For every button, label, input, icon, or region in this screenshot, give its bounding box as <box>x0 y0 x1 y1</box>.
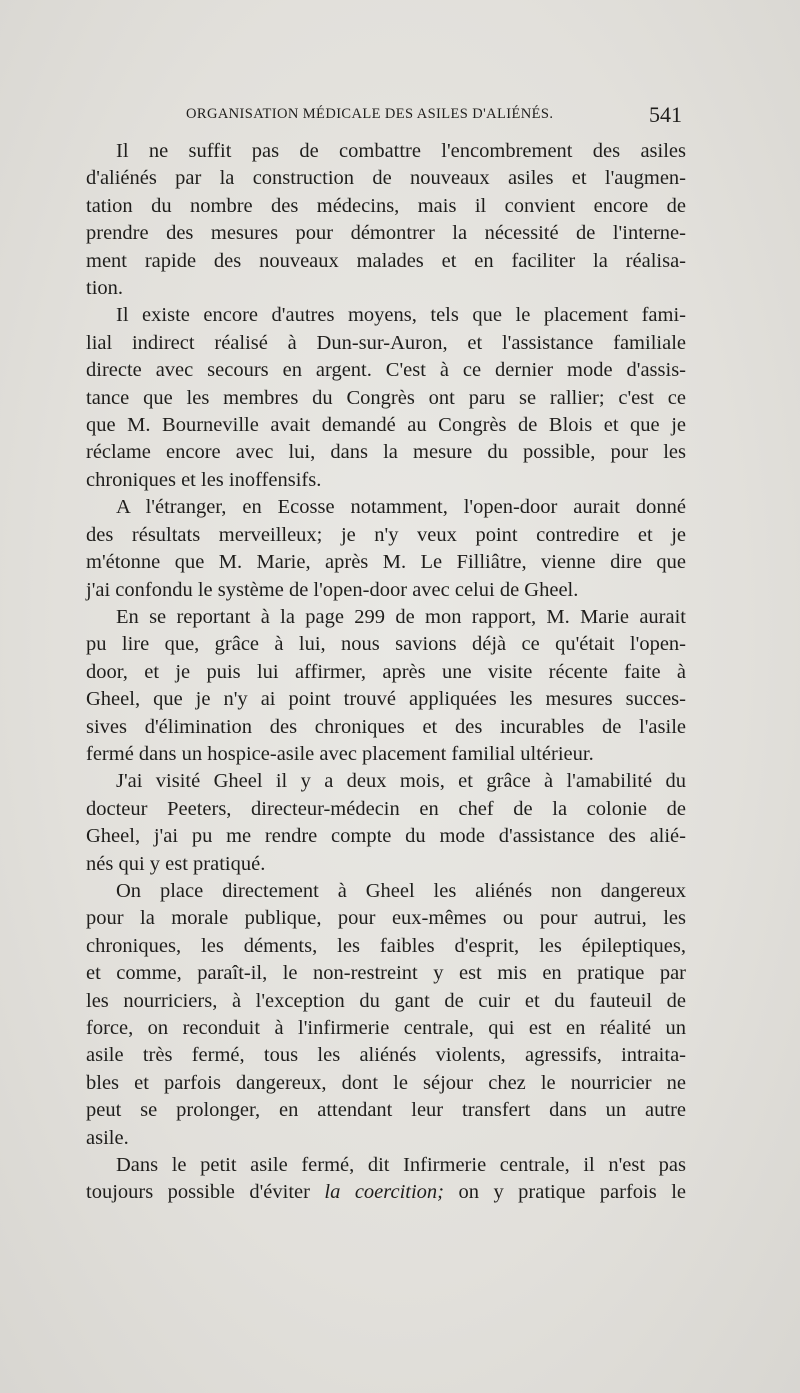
text-line: On place directement à Gheel les aliénés non dangereux <box>116 879 686 902</box>
text-line: force, on reconduit à l'infirmerie centrale, qui est en réalité un <box>86 1017 686 1039</box>
text-line: d'aliénés par la construction de nouveaux asiles et l'augmen- <box>86 167 686 190</box>
text-line: tance que les membres du Congrès ont paru se rallier; c'est ce <box>86 386 686 409</box>
text-line: pour la morale publique, pour eux-mêmes ou pour autrui, les <box>86 907 686 930</box>
text-line: tation du nombre des médecins, mais il convient encore de <box>86 194 686 217</box>
text-line: prendre des mesures pour démontrer la nécessité de l'interne- <box>86 222 686 245</box>
text-line: tion. <box>86 277 124 300</box>
text-line: fermé dans un hospice-asile avec placement familial ultérieur. <box>86 742 594 765</box>
paragraph <box>86 494 686 604</box>
text-line: pu lire que, grâce à lui, nous savions déjà ce qu'était l'open- <box>86 633 686 656</box>
paragraph <box>86 138 686 302</box>
text-line: Il existe encore d'autres moyens, tels que le placement fami- <box>116 304 686 327</box>
text-line: ment rapide des nouveaux malades et en faciliter la réalisa- <box>86 249 686 272</box>
paragraph <box>86 1152 686 1207</box>
page-number: 541 <box>649 102 682 127</box>
text-line: que M. Bourneville avait demandé au Congrès de Blois et que je <box>86 414 686 437</box>
text-line: asile. <box>86 1126 129 1149</box>
text-line: et comme, paraît-il, le non-restreint y est mis en pratique par <box>86 962 686 985</box>
text-line: directe avec secours en argent. C'est à ce dernier mode d'assis- <box>86 359 686 382</box>
text-line: Dans le petit asile fermé, dit Infirmerie centrale, il n'est pas <box>116 1154 686 1177</box>
text-line: En se reportant à la page 299 de mon rapport, M. Marie aurait <box>116 605 686 628</box>
text-line: J'ai visité Gheel il y a deux mois, et grâce à l'amabilité du <box>116 770 686 793</box>
text-line: m'étonne que M. Marie, après M. Le Filliâtre, vienne dire que <box>86 551 686 574</box>
text-line: les nourriciers, à l'exception du gant de cuir et du fauteuil de <box>86 989 686 1012</box>
text-line: chroniques, les déments, les faibles d'esprit, les épileptiques, <box>86 934 686 957</box>
italic-phrase: la coercition; <box>324 1181 445 1204</box>
text-line: chroniques et les inoffensifs. <box>86 468 322 491</box>
text-line: sives d'élimination des chroniques et des incurables de l'asile <box>86 715 686 738</box>
paragraph <box>86 878 686 1152</box>
text-span: toujours possible d'éviter <box>86 1181 325 1204</box>
text-span: on y pratique parfois le <box>444 1181 686 1204</box>
text-line: door, et je puis lui affirmer, après une visite récente faite à <box>86 660 686 683</box>
text-line: Gheel, que je n'y ai point trouvé appliquées les mesures succes- <box>86 688 686 711</box>
running-head: ORGANISATION MÉDICALE DES ASILES D'ALIÉNÉS. <box>186 106 554 122</box>
text-line: nés qui y est pratiqué. <box>86 852 266 875</box>
paragraph <box>86 302 686 494</box>
text-line: j'ai confondu le système de l'open-door avec celui de Gheel. <box>86 578 579 601</box>
text-line: peut se prolonger, en attendant leur transfert dans un autre <box>86 1099 686 1122</box>
text-line: bles et parfois dangereux, dont le séjour chez le nourricier ne <box>86 1071 686 1094</box>
text-line: des résultats merveilleux; je n'y veux point contredire et je <box>86 523 686 546</box>
text-line-with-italic <box>86 1179 686 1206</box>
text-line: Gheel, j'ai pu me rendre compte du mode d'assistance des alié- <box>86 825 686 848</box>
page-header <box>186 104 682 130</box>
text-line: docteur Peeters, directeur-médecin en chef de la colonie de <box>86 797 686 820</box>
text-line: asile très fermé, tous les aliénés violents, agressifs, intraita- <box>86 1044 686 1067</box>
body-text <box>86 138 686 1207</box>
text-line: lial indirect réalisé à Dun-sur-Auron, et l'assistance familiale <box>86 331 686 354</box>
text-line: Il ne suffit pas de combattre l'encombrement des asiles <box>116 140 686 162</box>
text-line: A l'étranger, en Ecosse notamment, l'open-door aurait donné <box>116 496 686 519</box>
text-line: réclame encore avec lui, dans la mesure du possible, pour les <box>86 441 686 464</box>
paragraph <box>86 768 686 878</box>
paragraph <box>86 604 686 768</box>
